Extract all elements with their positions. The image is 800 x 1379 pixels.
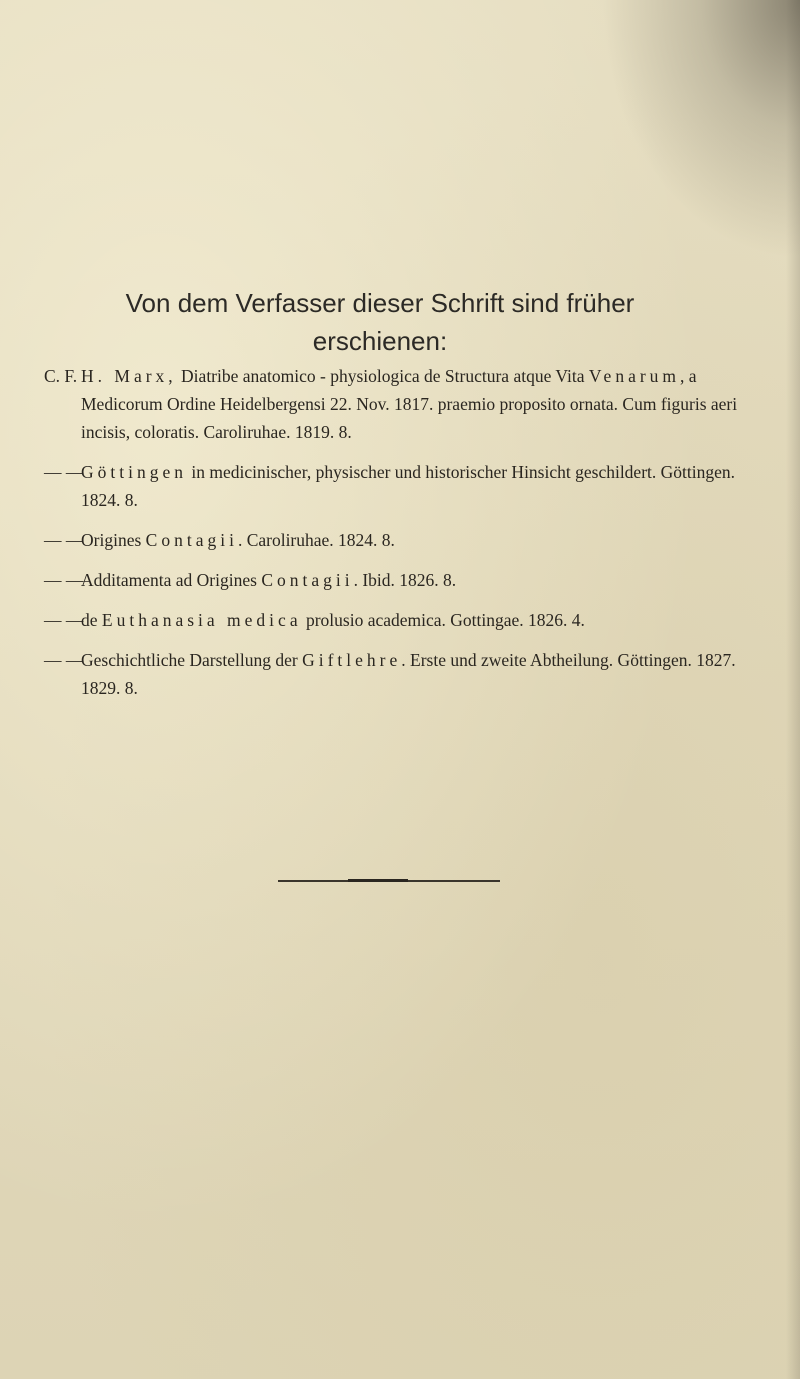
entry-text: Origines [81, 530, 146, 550]
entry-lead: — — [44, 650, 84, 670]
entry-text: de [81, 610, 102, 630]
entry-text-continued: . Caroliruhae. 1824. 8. [237, 530, 395, 550]
page-edge-shadow [600, 0, 800, 260]
entry-lead: — — [44, 610, 84, 630]
heading-line-1: Von dem Verfasser dieser Schrift sind früher [125, 288, 635, 318]
entry-spaced-title: Contagii [261, 570, 354, 590]
bibliography-entry [44, 646, 744, 702]
entry-spaced-title: Göttingen [81, 462, 187, 482]
entry-text-continued: in medicinischer, physischer und historischer Hinsicht geschildert. Göttingen. 1824. 8. [81, 462, 736, 510]
entry-text: Geschichtliche Darstellung der [81, 650, 303, 670]
entry-text-continued: . Erste und zweite Abtheilung. Göttingen. 1827. 1829. 8. [81, 650, 736, 698]
heading-line-2: erschienen: [312, 326, 448, 356]
entry-text-continued: , a Medicorum Ordine Heidelbergensi 22. Nov. 1817. praemio proposito ornata. Cum figuris aeri incisis, coloratis. Caroliruhae. 1819. 8. [81, 366, 738, 442]
entry-lead: — — [44, 530, 84, 550]
entry-lead: — — [44, 570, 84, 590]
end-rule [278, 880, 500, 882]
entry-spaced-title: Giftlehre [302, 650, 402, 670]
bibliography-list [44, 362, 744, 714]
entry-author: H. Marx, [81, 366, 177, 386]
bibliography-entry [44, 566, 744, 594]
bibliography-entry [44, 458, 744, 514]
binding-shadow [786, 0, 800, 1379]
bibliography-entry [44, 526, 744, 554]
entry-text: Diatribe anatomico - physiologica de Structura atque Vita [176, 366, 589, 386]
entry-text-continued: . Ibid. 1826. 8. [353, 570, 457, 590]
entry-spaced-title: Contagii [145, 530, 238, 550]
entry-text-continued: prolusio academica. Gottingae. 1826. 4. [301, 610, 585, 630]
entry-lead: — — [44, 462, 84, 482]
bibliography-entry [44, 362, 744, 446]
entry-spaced-title: Euthanasia medica [101, 610, 302, 630]
entry-text: Additamenta ad Origines [81, 570, 262, 590]
entry-spaced-title: Venarum [588, 366, 681, 386]
page-heading [20, 284, 740, 360]
entry-lead: C. F. [44, 366, 78, 386]
bibliography-entry [44, 606, 744, 634]
